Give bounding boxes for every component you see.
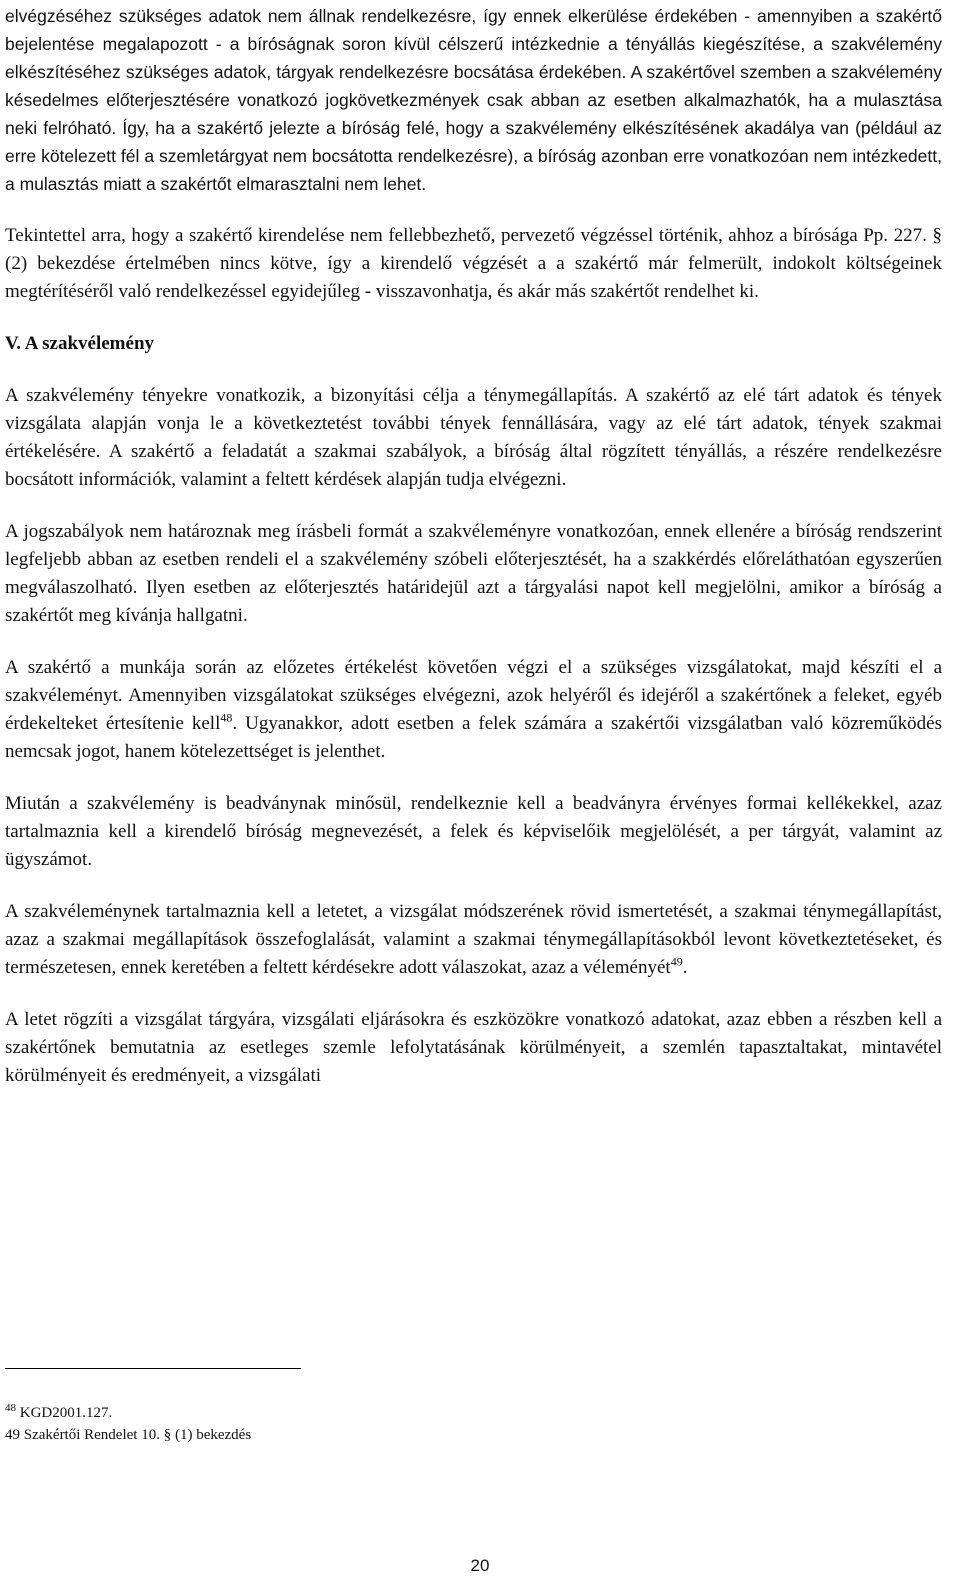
section-heading: V. A szakvélemény <box>5 333 155 354</box>
footnote-ref-48[interactable]: 48 <box>220 710 233 725</box>
paragraph-8: A letet rögzíti a vizsgálat tárgyára, vizsgálati eljárásokra és eszközökre vonatkozó adatokat, azaz ebben a részben kell a szakértőnek bemutatnia az esetleges szemle lefolytatásának körülményeit, a szemlén tapasztaltakat, mintavétel körülményeit és eredményeit, a vizsgálati <box>5 1009 942 1086</box>
paragraph-1: elvégzéséhez szükséges adatok nem állnak rendelkezésre, így ennek elkerülése érdekében - amennyiben a szakértő bejelentése megalapozott - a bíróságnak soron kívül célszerű intézkednie a tényállás kiegészítése, a szakvélemény elkészítéséhez szükséges adatok, tárgyak rendelkezésre bocsátása érdekében. A szakértővel szemben a szakvélemény késedelmes előterjesztésére vonatkozó jogkövetkezmények csak abban az esetben alkalmazhatók, ha a mulasztása neki felróható. Így, ha a szakértő jelezte a bíróság felé, hogy a szakvélemény elkészítésének akadálya van (például az erre kötelezett fél a szemletárgyat nem bocsátotta rendelkezésre), a bíróság azonban erre vonatkozóan nem intézkedett, a mulasztás miatt a szakértőt elmarasztalni nem lehet. <box>5 6 942 194</box>
footnote-separator <box>5 1368 301 1369</box>
page-number: 20 <box>470 1556 490 1575</box>
paragraph-5-text-b: . Ugyanakkor, adott esetben a felek számára a szakértői vizsgálatban való közreműködés nemcsak jogot, hanem kötelezettséget is jelenthet. <box>5 713 942 762</box>
paragraph-5-text-a: A szakértő a munkája során az előzetes értékelést követően végzi el a szükséges vizsgálatokat, majd készíti el a szakvéleményt. Amennyiben vizsgálatokat szükséges elvégezni, azok helyéről és idejéről a szakértőnek a feleket, egyéb érdekelteket értesítenie kell <box>5 657 942 734</box>
footnote-48-text: KGD2001.127. <box>16 1405 113 1421</box>
paragraph-4: A jogszabályok nem határoznak meg írásbeli formát a szakvéleményre vonatkozóan, ennek ellenére a bíróság rendszerint legfeljebb abban az esetben rendeli el a szakvélemény szóbeli előterjesztését, ha a szakkérdés előreláthatóan egyszerűen megválaszolható. Ilyen esetben az előterjesztés határidejül azt a tárgyalási napot kell megjelölni, amikor a bíróság a szakértőt meg kívánja hallgatni. <box>5 521 942 626</box>
paragraph-2: Tekintettel arra, hogy a szakértő kirendelése nem fellebbezhető, pervezető végzéssel történik, ahhoz a bírósága Pp. 227. § (2) bekezdése értelmében nincs kötve, így a kirendelő végzését a a szakértő már felmerült, indokolt költségeinek megtérítéséről való rendelkezéssel egyidejűleg - visszavonhatja, és akár más szakértőt rendelhet ki. <box>5 225 942 302</box>
footnote-48 <box>5 1402 605 1424</box>
paragraph-5 <box>5 654 942 766</box>
footnote-49: 49 Szakértői Rendelet 10. § (1) bekezdés <box>5 1427 252 1443</box>
paragraph-7 <box>5 898 942 982</box>
paragraph-7-text-a: A szakvéleménynek tartalmaznia kell a letetet, a vizsgálat módszerének rövid ismertetését, a szakmai ténymegállapítást, azaz a szakmai megállapítások összefoglalását, valamint a szakmai ténymegállapításokból levont következtetéseket, és természetesen, ennek keretében a feltett kérdésekre adott válaszokat, azaz a véleményét <box>5 901 942 978</box>
body-text <box>5 2 942 1090</box>
paragraph-7-text-b: . <box>682 957 688 978</box>
paragraph-3: A szakvélemény tényekre vonatkozik, a bizonyítási célja a ténymegállapítás. A szakértő az elé tárt adatok és tények vizsgálata alapján vonja le a következtetést további tények fennállására, vagy az elé tárt adatok, tények szakmai értékelésére. A szakértő a feladatát a szakmai szabályok, a bíróság által rögzített tényállás, a részére rendelkezésre bocsátott információk, valamint a feltett kérdések alapján tudja elvégezni. <box>5 385 942 490</box>
footnotes <box>5 1402 605 1446</box>
footnote-48-number: 48 <box>5 1402 16 1414</box>
paragraph-6: Miután a szakvélemény is beadványnak minősül, rendelkeznie kell a beadványra érvényes formai kellékekkel, azaz tartalmaznia kell a kirendelő bíróság megnevezését, a felek és képviselőik megjelölését, a per tárgyát, valamint az ügyszámot. <box>5 793 942 870</box>
footnote-ref-49[interactable]: 49 <box>670 954 683 969</box>
